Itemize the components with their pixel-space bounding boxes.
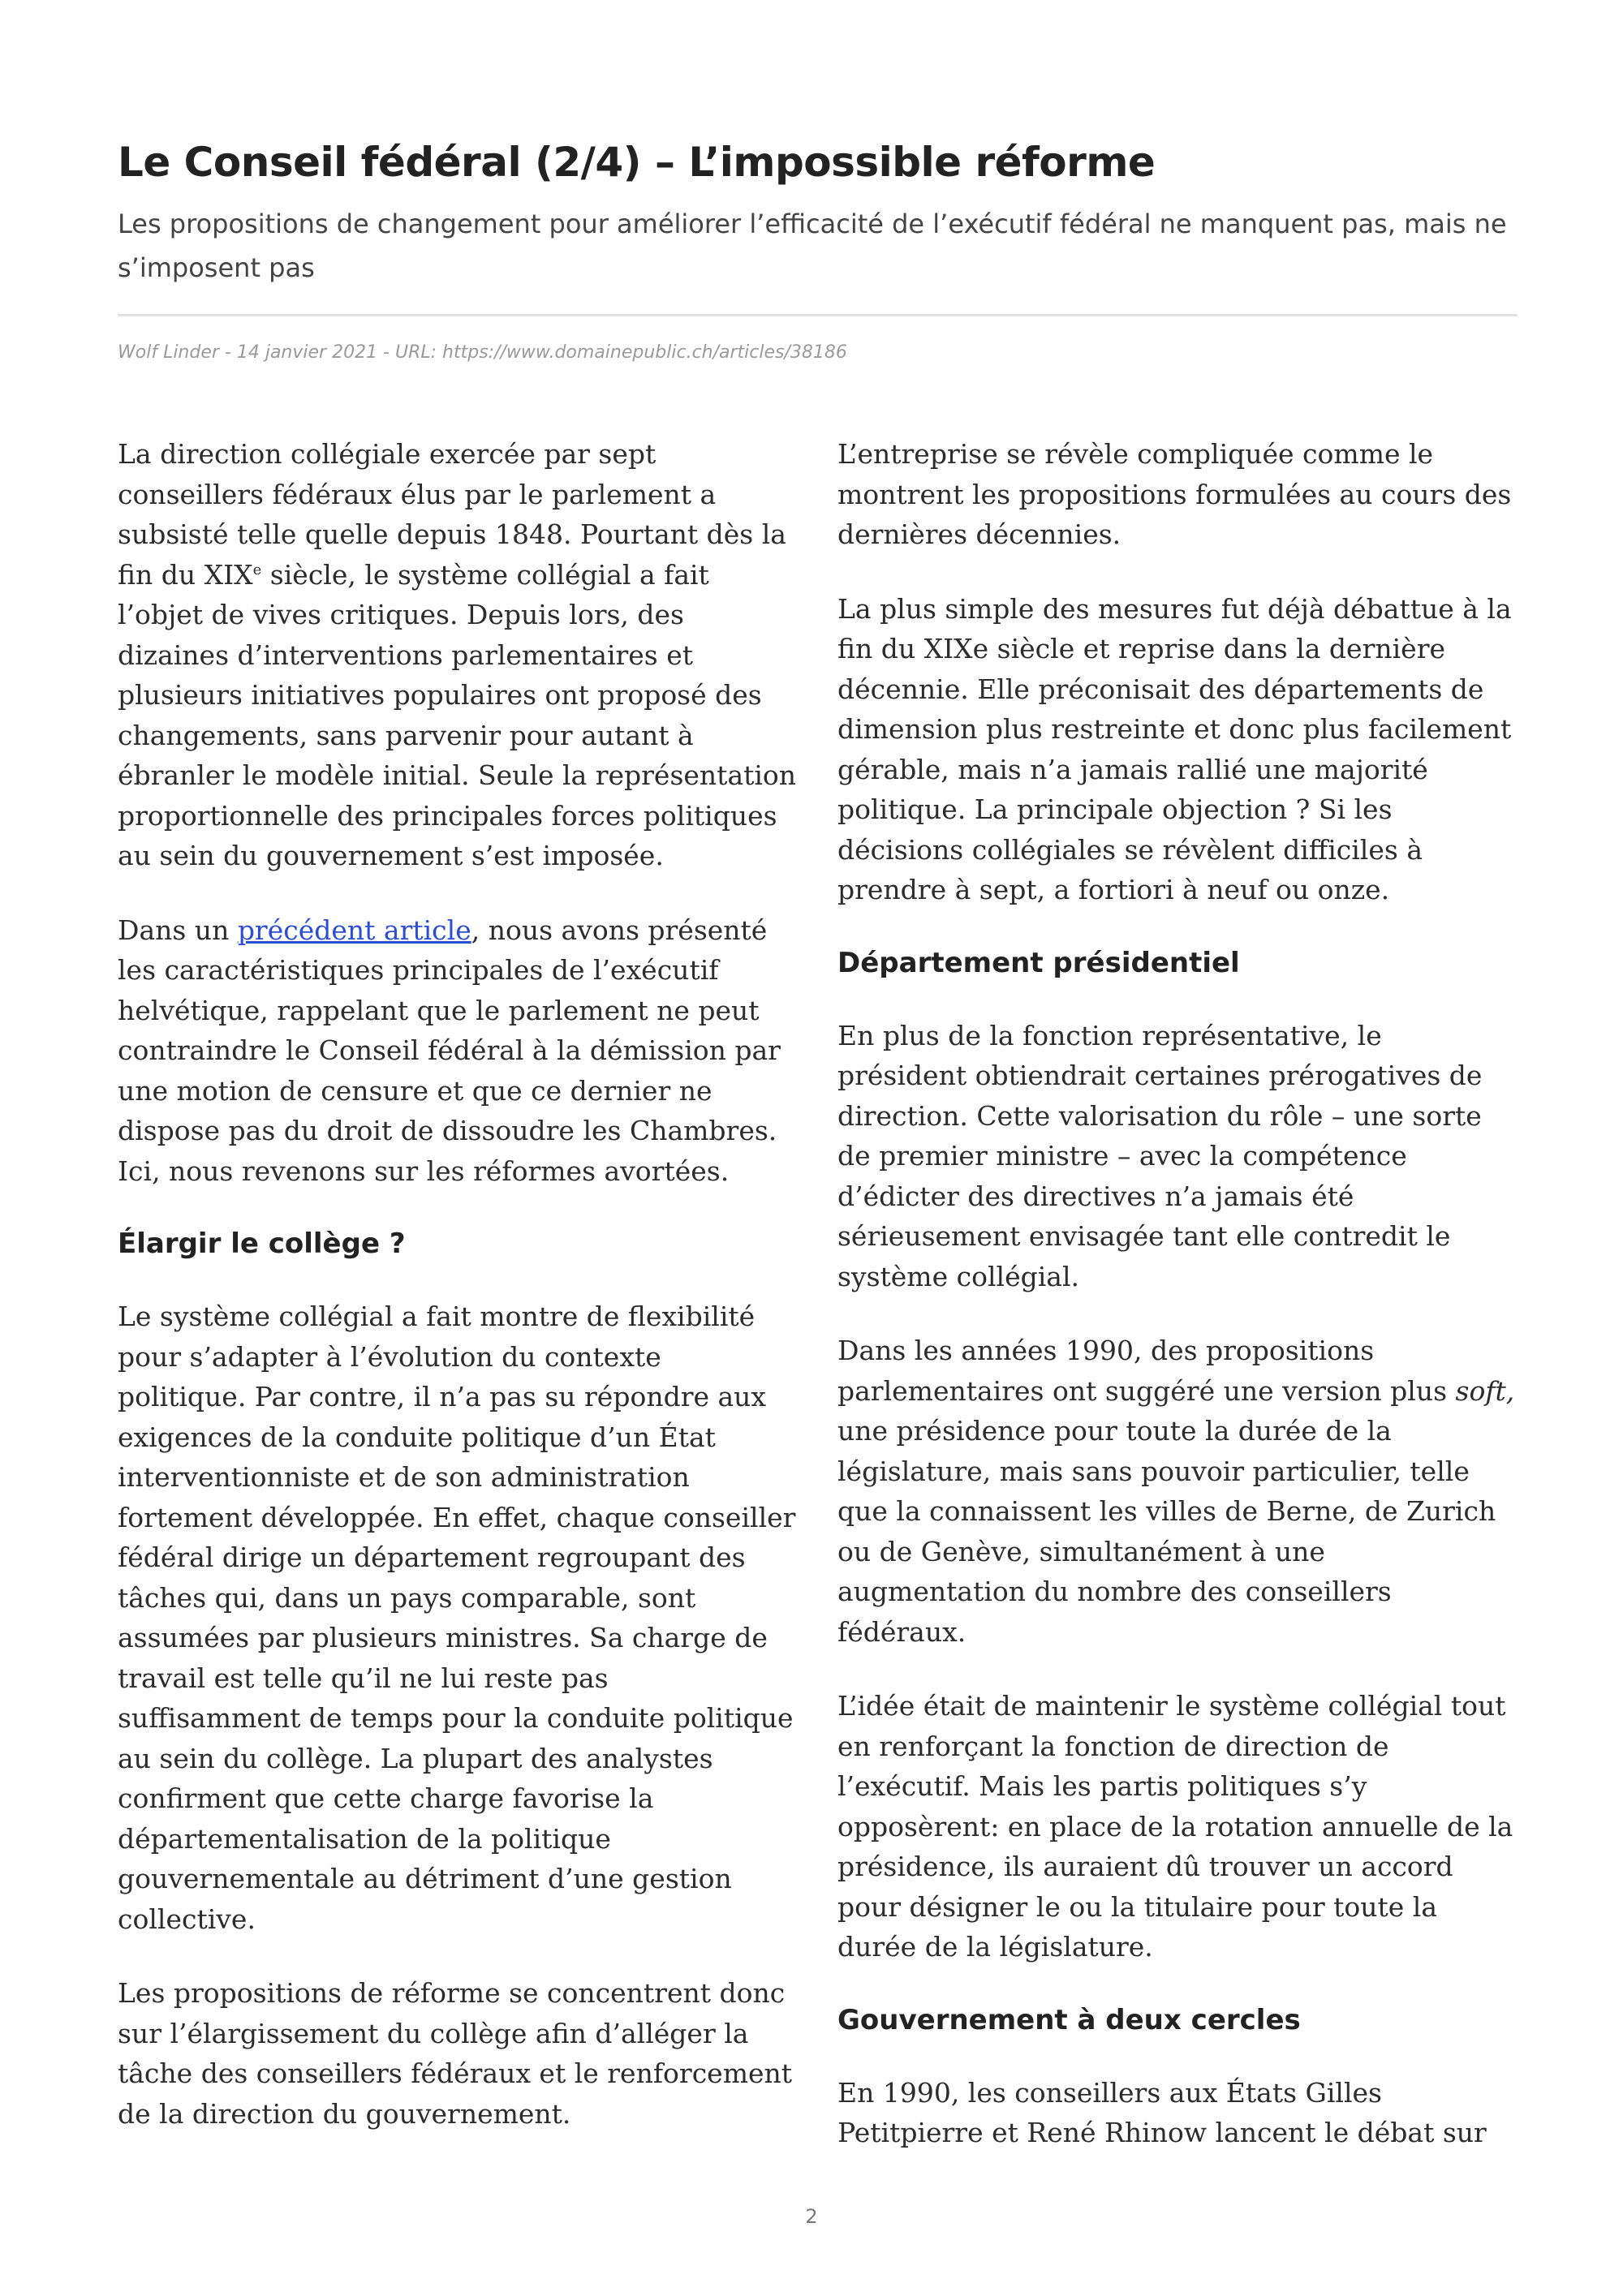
text-span: Dans un bbox=[118, 914, 238, 946]
article-header bbox=[118, 134, 1518, 2148]
section-heading: Élargir le collège ? bbox=[118, 1228, 406, 1260]
superscript: e bbox=[252, 561, 262, 578]
column-left bbox=[118, 434, 797, 2187]
article-meta: Wolf Linder - 14 janvier 2021 - URL: https://www.domainepublic.ch/articles/38186 bbox=[118, 342, 847, 363]
paragraph: Les propositions de réforme se concentrent donc sur l’élargissement du collège afin d’alléger la tâche des conseillers fédéraux et le renforcement de la direction du gouvernement. bbox=[118, 1977, 793, 2130]
paragraph bbox=[118, 434, 797, 876]
section-heading: Gouvernement à deux cercles bbox=[837, 2003, 1301, 2036]
paragraph: Le système collégial a fait montre de flexibilité pour s’adapter à l’évolution du contexte politique. Par contre, il n’a pas su répondre aux exigences de la conduite politique d’un État interventionniste et de son administration fortement développée. En effet, chaque conseiller fédéral dirige un département regroupant des tâches qui, dans un pays comparable, sont assumées par plusieurs ministres. Sa charge de travail est telle qu’il ne lui reste pas suffisamment de temps pour la conduite politique au sein du collège. La plupart des analystes confirment que cette charge favorise la départementalisation de la politique gouvernementale au détriment d’une gestion collective. bbox=[118, 1301, 796, 1935]
paragraph: La plus simple des mesures fut déjà débattue à la fin du XIXe siècle et reprise dans la dernière décennie. Elle préconisait des départements de dimension plus restreinte et donc plus facilement gérable, mais n’a jamais rallié une majorité politique. La principale objection ? Si les décisions collégiales se révèlent difficiles à prendre à sept, a fortiori à neuf ou onze. bbox=[837, 592, 1512, 905]
text-span: La direction collégiale exercée par sept conseillers fédéraux élus par le parlement a subsisté telle quelle depuis 1848. Pourtant dès la fin du XIX bbox=[118, 438, 786, 591]
text-span: , nous avons présenté les caractéristiques principales de l’exécutif helvétique, rappelant que le parlement ne peut contraindre le Conseil fédéral à la démission par une motion de censure et que ce dernier ne dispose pas du droit de dissoudre les Chambres. Ici, nous revenons sur les réformes avortées. bbox=[118, 914, 781, 1187]
section-heading: Département présidentiel bbox=[837, 946, 1240, 979]
paragraph bbox=[837, 1331, 1517, 1652]
paragraph bbox=[118, 910, 797, 1192]
text-span: Dans les années 1990, des propositions parlementaires ont suggéré une version plus bbox=[837, 1335, 1456, 1407]
text-span: une présidence pour toute la durée de la législature, mais sans pouvoir particulier, telle que la connaissent les villes de Berne, de Zurich ou de Genève, simultanément à une augmentation du nombre des conseillers fédéraux. bbox=[837, 1415, 1496, 1648]
paragraph: En 1990, les conseillers aux États Gilles Petitpierre et René Rhinow lancent le débat sur bbox=[837, 2076, 1487, 2148]
paragraph: En plus de la fonction représentative, le président obtiendrait certaines prérogatives de direction. Cette valorisation du rôle – une sorte de premier ministre – avec la compétence d’édicter des directives n’a jamais été sérieusement envisagée tant elle contredit le système collégial. bbox=[837, 1019, 1483, 1292]
text-span: siècle, le système collégial a fait l’objet de vives critiques. Depuis lors, des dizaines d’interventions parlementaires et plusieurs initiatives populaires ont proposé des changements, sans parvenir pour autant à ébranler le modèle initial. Seule la représentation proportionnelle des principales forces politiques au sein du gouvernement s’est imposée. bbox=[118, 558, 797, 871]
paragraph: L’entreprise se révèle compliquée comme le montrent les propositions formulées au cours des dernières décennies. bbox=[837, 438, 1512, 550]
article-body bbox=[118, 434, 1518, 2187]
header-divider bbox=[118, 314, 1518, 316]
page-number: 2 bbox=[805, 2205, 818, 2228]
article-title: Le Conseil fédéral (2/4) – L’impossible réforme bbox=[118, 139, 1156, 186]
paragraph: L’idée était de maintenir le système collégial tout en renforçant la fonction de direction de l’exécutif. Mais les partis politiques s’y opposèrent: en place de la rotation annuelle de la présidence, ils auraient dû trouver un accord pour désigner le ou la titulaire pour toute la durée de la législature. bbox=[837, 1690, 1513, 1963]
column-right bbox=[837, 434, 1517, 2187]
article-subtitle: Les propositions de changement pour améliorer l’efficacité de l’exécutif fédéral ne manquent pas, mais ne s’imposent pas bbox=[118, 209, 1507, 283]
previous-article-link[interactable]: précédent article bbox=[237, 914, 471, 946]
emphasis: soft, bbox=[1455, 1374, 1515, 1407]
